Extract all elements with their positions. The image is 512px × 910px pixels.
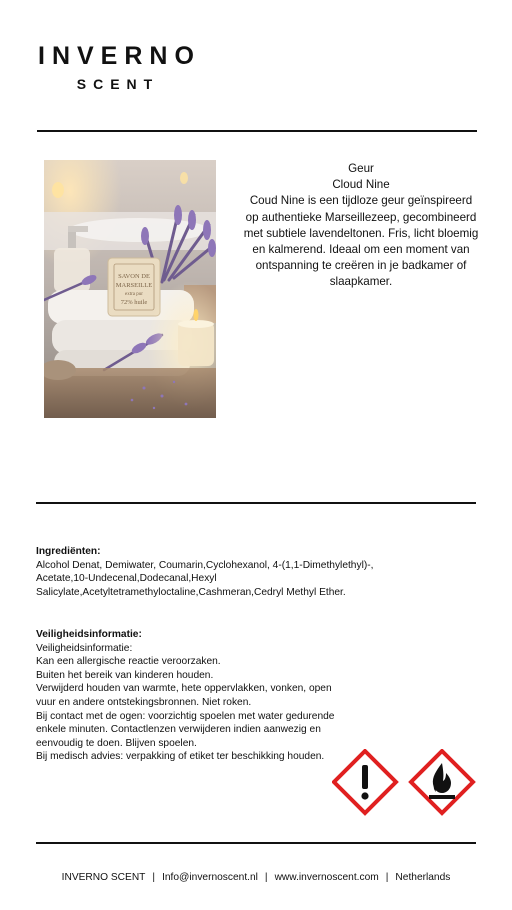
ingredients-line: Acetate,10-Undecenal,Dodecanal,Hexyl (36, 573, 217, 585)
ingredients-section (36, 545, 476, 599)
brand-logo (38, 42, 201, 92)
safety-line: Verwijderd houden van warmte, hete oppervlakken, vonken, open (36, 683, 332, 695)
safety-line: eenvoudig te doen. Blijven spoelen. (36, 737, 197, 749)
ingredients-line: Salicylate,Acetyltetramethyloctaline,Cashmeran,Cedryl Methyl Ether. (36, 586, 346, 598)
safety-line: Bij medisch advies: verpakking of etiket ter beschikking houden. (36, 751, 325, 763)
safety-line: Buiten het bereik van kinderen houden. (36, 669, 214, 681)
scent-name: Cloud Nine (332, 178, 390, 192)
safety-section (36, 628, 336, 764)
safety-line: vuur en andere ontstekingsbronnen. Niet roken. (36, 696, 252, 708)
exclamation-mark-hazard-icon (334, 751, 396, 813)
scent-description: Coud Nine is een tijdloze geur geïnspireerd op authentieke Marseillezeep, gecombineerd met subtiele lavendeltonen. Fris, licht bloemig en kalmerend. Ideaal om een moment van ontspanning te creëren in je badkamer of slaapkamer. (243, 194, 479, 289)
hazard-pictograms (332, 749, 477, 817)
footer-website-link[interactable]: www.invernoscent.com (274, 872, 379, 883)
safety-line: Veiligheidsinformatie: (36, 642, 133, 654)
bottom-divider (36, 842, 476, 844)
footer-country: Netherlands (395, 872, 451, 883)
scent-label: Geur (348, 162, 374, 175)
footer (0, 872, 512, 883)
brand-name: INVERNO (38, 42, 201, 70)
middle-divider (36, 502, 476, 504)
ingredients-line: Alcohol Denat, Demiwater, Coumarin,Cyclohexanol, 4-(1,1-Dimethylethyl)-, (36, 559, 374, 571)
footer-email-link[interactable]: Info@invernoscent.nl (162, 872, 258, 883)
brand-subtitle: SCENT (76, 76, 160, 92)
top-divider (37, 130, 477, 132)
safety-line: enkele minuten. Contactlenzen verwijderen indien aanwezig en (36, 724, 321, 736)
safety-line: Bij contact met de ogen: voorzichtig spoelen met water gedurende (36, 710, 335, 722)
footer-separator: | (152, 872, 156, 883)
product-description-block (243, 161, 479, 291)
footer-separator: | (385, 872, 389, 883)
ingredients-heading: Ingrediënten: (36, 546, 101, 557)
flame-hazard-icon (411, 751, 473, 813)
safety-heading: Veiligheidsinformatie: (36, 629, 142, 640)
safety-line: Kan een allergische reactie veroorzaken. (36, 656, 221, 668)
footer-brand: INVERNO SCENT (61, 872, 146, 883)
footer-separator: | (264, 872, 268, 883)
product-photo (44, 160, 216, 418)
